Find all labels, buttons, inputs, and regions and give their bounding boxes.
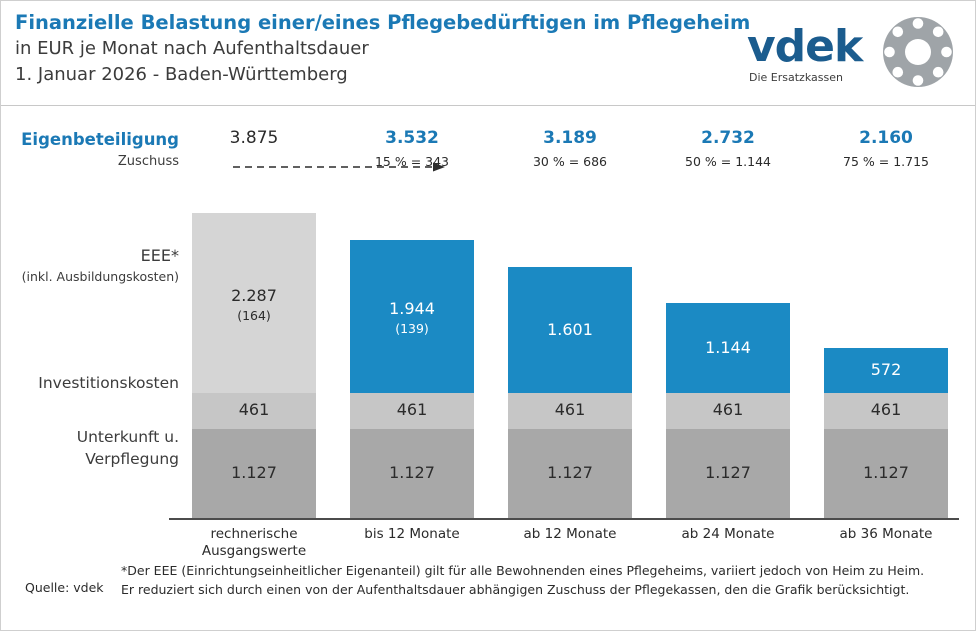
category-label bbox=[332, 526, 492, 543]
page-title: Finanzielle Belastung einer/eines Pflegebedürftigen im Pflegeheim bbox=[15, 11, 751, 34]
x-axis-line bbox=[169, 518, 959, 520]
category-label bbox=[648, 526, 808, 543]
subsidy-note: 30 % = 686 bbox=[532, 154, 608, 169]
bar-value-unterkunft-verpflegung: 1.127 bbox=[863, 462, 909, 482]
title-block bbox=[15, 9, 751, 88]
bar-segment-unterkunft-verpflegung bbox=[350, 429, 474, 518]
bar-segment-eee bbox=[192, 213, 316, 393]
label-eee: EEE* bbox=[140, 246, 179, 265]
category-label-line: ab 12 Monate bbox=[523, 526, 617, 542]
bar-group bbox=[350, 240, 474, 518]
bar-segment-investitionskosten bbox=[824, 393, 948, 429]
subsidy-note: 15 % = 343 bbox=[374, 154, 450, 169]
subsidy-note: 75 % = 1.715 bbox=[843, 154, 929, 169]
page-subtitle-2: 1. Januar 2026 - Baden-Württemberg bbox=[15, 64, 348, 85]
bar-value-investitionskosten: 461 bbox=[712, 400, 744, 420]
bar-total-label: 2.732 bbox=[701, 128, 755, 148]
label-unterkunft-line1: Unterkunft u. bbox=[76, 428, 179, 446]
label-eee-sublabel: (inkl. Ausbildungskosten) bbox=[21, 269, 179, 284]
bar-segment-investitionskosten bbox=[666, 393, 790, 429]
vdek-logo bbox=[747, 13, 957, 93]
category-label bbox=[490, 526, 650, 543]
bar-segment-investitionskosten bbox=[192, 393, 316, 429]
bar-value-unterkunft-verpflegung: 1.127 bbox=[547, 462, 593, 482]
bar-segment-unterkunft-verpflegung bbox=[192, 429, 316, 518]
header bbox=[1, 1, 975, 105]
label-zuschuss: Zuschuss bbox=[117, 154, 179, 169]
subsidy-note: 50 % = 1.144 bbox=[685, 154, 771, 169]
bar-group bbox=[508, 267, 632, 518]
bar-value-eee: 2.287 bbox=[231, 286, 277, 305]
bar-sublabel-eee: (164) bbox=[237, 308, 271, 323]
bar-segment-investitionskosten bbox=[350, 393, 474, 429]
label-unterkunft-line2: Verpflegung bbox=[85, 450, 179, 468]
footnote bbox=[121, 561, 961, 599]
bar-segment-eee bbox=[350, 240, 474, 393]
bar-value-eee: 1.944 bbox=[389, 299, 435, 319]
ring-icon bbox=[881, 15, 955, 89]
bar-total-label: 2.160 bbox=[859, 128, 913, 148]
bar-value-unterkunft-verpflegung: 1.127 bbox=[231, 462, 277, 482]
bar-value-eee: 572 bbox=[870, 360, 902, 380]
bar-value-investitionskosten: 461 bbox=[238, 400, 270, 420]
bar-value-investitionskosten: 461 bbox=[870, 400, 902, 420]
source-label: Quelle: vdek bbox=[25, 580, 104, 595]
category-label-line: Ausgangswerte bbox=[201, 543, 307, 559]
bar-total-label: 3.875 bbox=[229, 128, 279, 148]
bar-value-investitionskosten: 461 bbox=[554, 400, 586, 420]
category-label bbox=[174, 526, 334, 560]
category-label-line: bis 12 Monate bbox=[364, 526, 460, 542]
bar-value-eee: 1.601 bbox=[547, 319, 593, 339]
logo-wordmark: vdek bbox=[747, 21, 863, 72]
category-label-line: rechnerische bbox=[210, 526, 298, 542]
bar-value-eee: 1.144 bbox=[705, 337, 751, 357]
bar-value-unterkunft-verpflegung: 1.127 bbox=[389, 462, 435, 482]
page-subtitle-1: in EUR je Monat nach Aufenthaltsdauer bbox=[15, 38, 369, 59]
legend-label-column bbox=[1, 106, 191, 631]
bar-segment-eee bbox=[508, 267, 632, 393]
bar-value-unterkunft-verpflegung: 1.127 bbox=[705, 462, 751, 482]
bar-group bbox=[824, 348, 948, 518]
bar-segment-unterkunft-verpflegung bbox=[824, 429, 948, 518]
footnote-line-2: Er reduziert sich durch einen von der Aufenthaltsdauer abhängigen Zuschuss der Pflegekassen, den die Grafik berücksichtigt. bbox=[121, 582, 910, 597]
label-investitionskosten: Investitionskosten bbox=[38, 374, 179, 392]
bar-segment-eee bbox=[666, 303, 790, 393]
chart-area bbox=[1, 106, 975, 631]
bar-segment-unterkunft-verpflegung bbox=[666, 429, 790, 518]
category-label-line: ab 36 Monate bbox=[839, 526, 933, 542]
bar-segment-eee bbox=[824, 348, 948, 393]
bar-value-investitionskosten: 461 bbox=[396, 400, 428, 420]
category-label bbox=[806, 526, 966, 543]
bar-total-label: 3.189 bbox=[543, 128, 597, 148]
category-label-line: ab 24 Monate bbox=[681, 526, 775, 542]
bar-segment-unterkunft-verpflegung bbox=[508, 429, 632, 518]
bar-group bbox=[666, 303, 790, 518]
bar-total-label: 3.532 bbox=[385, 128, 439, 148]
bar-segment-investitionskosten bbox=[508, 393, 632, 429]
bar-sublabel-eee: (139) bbox=[395, 321, 429, 337]
label-eigenbeteiligung: Eigenbeteiligung bbox=[21, 130, 179, 149]
footnote-line-1: *Der EEE (Einrichtungseinheitlicher Eigenanteil) gilt für alle Bewohnenden eines Pflegeheims, variiert jedoch von Heim zu Heim. bbox=[121, 563, 925, 578]
bar-group bbox=[192, 213, 316, 518]
logo-tagline: Die Ersatzkassen bbox=[749, 71, 843, 84]
